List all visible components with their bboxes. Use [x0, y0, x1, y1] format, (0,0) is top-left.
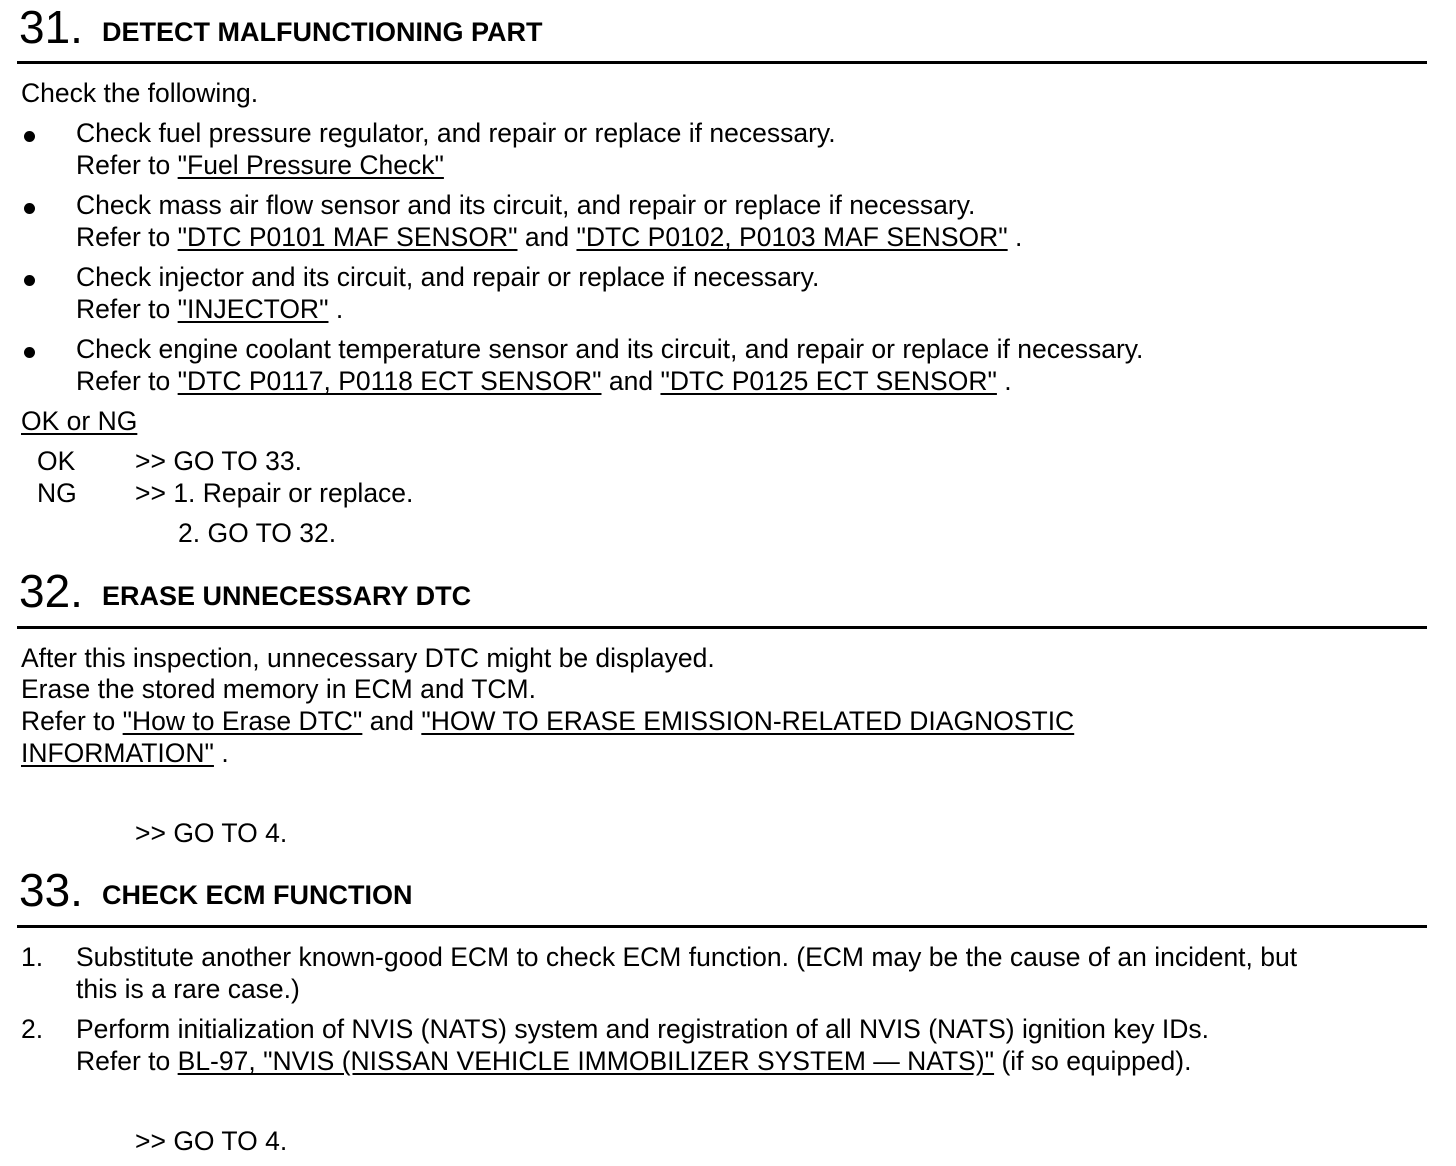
section-number: 33. — [19, 864, 83, 916]
link-dtc-p0117-p0118[interactable]: "DTC P0117, P0118 ECT SENSOR" — [177, 366, 602, 396]
refer-prefix: Refer to — [76, 1046, 171, 1076]
bullet-icon — [24, 203, 35, 214]
bullet-icon — [24, 347, 35, 358]
refer-line — [76, 150, 444, 180]
bullet-text: Check fuel pressure regulator, and repair or replace if necessary. — [76, 118, 836, 148]
ok-or-ng-heading: OK or NG — [21, 406, 138, 436]
refer-line — [21, 706, 1074, 736]
bullet-icon — [24, 275, 35, 286]
refer-prefix: Refer to — [21, 706, 116, 736]
section-number: 32. — [19, 565, 83, 617]
link-dtc-p0102-p0103[interactable]: "DTC P0102, P0103 MAF SENSOR" — [576, 222, 1008, 252]
item-text: Substitute another known-good ECM to check ECM function. (ECM may be the cause of an incident, but — [76, 942, 1298, 972]
refer-prefix: Refer to — [76, 366, 171, 396]
section-divider — [17, 626, 1427, 629]
ok-label: OK — [37, 446, 76, 476]
bullet-icon — [24, 131, 35, 142]
link-injector[interactable]: "INJECTOR" — [177, 294, 329, 324]
intro-text: Check the following. — [21, 78, 259, 108]
section-divider — [17, 61, 1427, 64]
joiner-text: and — [369, 706, 414, 736]
refer-line — [76, 366, 1012, 396]
link-fuel-pressure-check[interactable]: "Fuel Pressure Check" — [177, 150, 444, 180]
joiner-text: and — [608, 366, 654, 396]
refer-line — [76, 1046, 1191, 1076]
bullet-text: Check engine coolant temperature sensor and its circuit, and repair or replace if necessary. — [76, 334, 1144, 364]
end-text: . — [1004, 366, 1012, 396]
link-erase-emission-info-cont[interactable]: INFORMATION" — [21, 738, 214, 768]
go-to-action: >> GO TO 4. — [135, 818, 288, 848]
ok-action: >> GO TO 33. — [135, 446, 302, 476]
bullet-text: Check mass air flow sensor and its circuit, and repair or replace if necessary. — [76, 190, 976, 220]
link-bl-97-nvis[interactable]: BL-97, "NVIS (NISSAN VEHICLE IMMOBILIZER SYSTEM — NATS)" — [177, 1046, 995, 1076]
ng-action-step2: 2. GO TO 32. — [178, 518, 337, 548]
link-how-to-erase-dtc[interactable]: "How to Erase DTC" — [122, 706, 363, 736]
end-text: . — [335, 294, 344, 324]
section-title: ERASE UNNECESSARY DTC — [102, 581, 472, 611]
item-text: Perform initialization of NVIS (NATS) system and registration of all NVIS (NATS) ignition key IDs. — [76, 1014, 1209, 1044]
joiner-text: and — [524, 222, 570, 252]
link-dtc-p0101[interactable]: "DTC P0101 MAF SENSOR" — [177, 222, 518, 252]
refer-prefix: Refer to — [76, 294, 171, 324]
refer-line-cont — [21, 738, 229, 768]
tail-text: (if so equipped). — [1001, 1046, 1192, 1076]
bullet-text: Check injector and its circuit, and repair or replace if necessary. — [76, 262, 820, 292]
body-line: After this inspection, unnecessary DTC might be displayed. — [21, 643, 715, 673]
section-title: DETECT MALFUNCTIONING PART — [102, 17, 543, 47]
item-text-cont: this is a rare case.) — [76, 974, 300, 1004]
section-divider — [17, 925, 1427, 928]
refer-prefix: Refer to — [76, 222, 171, 252]
link-erase-emission-info[interactable]: "HOW TO ERASE EMISSION-RELATED DIAGNOSTIC — [421, 706, 1075, 736]
refer-line — [76, 294, 343, 324]
end-text: . — [1015, 222, 1023, 252]
item-number: 2. — [21, 1014, 44, 1044]
go-to-action: >> GO TO 4. — [135, 1126, 288, 1156]
section-number: 31. — [19, 1, 83, 53]
body-line: Erase the stored memory in ECM and TCM. — [21, 674, 536, 704]
ng-label: NG — [37, 478, 77, 508]
refer-prefix: Refer to — [76, 150, 171, 180]
item-number: 1. — [21, 942, 44, 972]
section-title: CHECK ECM FUNCTION — [102, 880, 413, 910]
refer-line — [76, 222, 1022, 252]
ng-action: >> 1. Repair or replace. — [135, 478, 414, 508]
link-dtc-p0125[interactable]: "DTC P0125 ECT SENSOR" — [660, 366, 997, 396]
end-text: . — [221, 738, 229, 768]
